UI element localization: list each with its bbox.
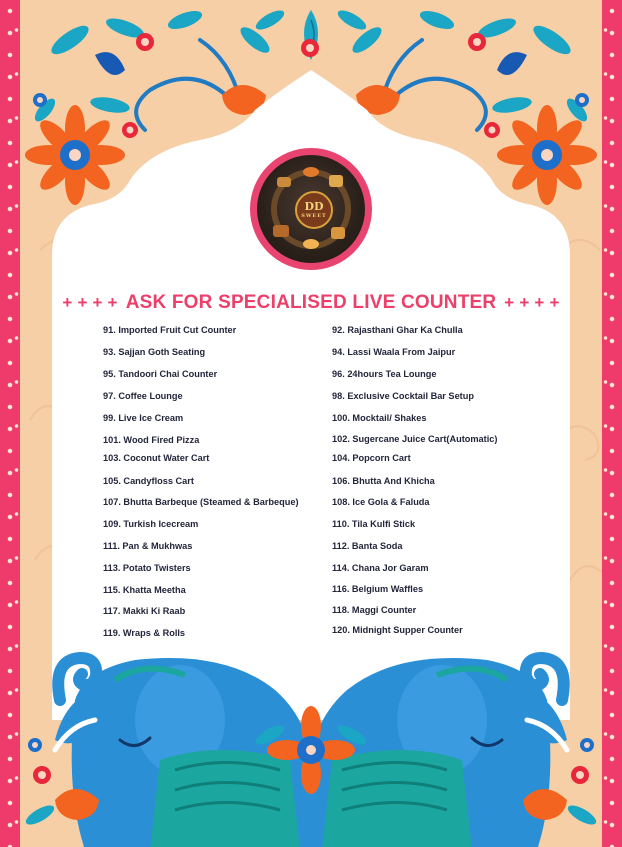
list-item: 99. Live Ice Cream xyxy=(103,413,184,423)
list-item: 103. Coconut Water Cart xyxy=(103,453,210,463)
list-item: 109. Turkish Icecream xyxy=(103,519,199,529)
list-item: 108. Ice Gola & Faluda xyxy=(332,497,430,507)
list-item: 118. Maggi Counter xyxy=(332,605,417,615)
right-border xyxy=(602,0,622,847)
list-item: 105. Candyfloss Cart xyxy=(103,476,194,486)
left-border xyxy=(0,0,20,847)
list-item: 101. Wood Fired Pizza xyxy=(103,435,200,445)
list-item: 91. Imported Fruit Cut Counter xyxy=(103,325,237,335)
list-item: 116. Belgium Waffles xyxy=(332,584,424,594)
list-item: 93. Sajjan Goth Seating xyxy=(103,347,206,357)
list-item: 104. Popcorn Cart xyxy=(332,453,411,463)
list-item: 114. Chana Jor Garam xyxy=(332,563,429,573)
heading-text: ASK FOR SPECIALISED LIVE COUNTER xyxy=(125,292,497,313)
logo-subtext: SWEET xyxy=(301,213,327,219)
list-item: 115. Khatta Meetha xyxy=(103,585,186,595)
list-item: 111. Pan & Mukhwas xyxy=(103,541,193,551)
list-item: 98. Exclusive Cocktail Bar Setup xyxy=(332,391,474,401)
list-item: 97. Coffee Lounge xyxy=(103,391,183,401)
list-item: 120. Midnight Supper Counter xyxy=(332,625,463,635)
list-item: 92. Rajasthani Ghar Ka Chulla xyxy=(332,325,463,335)
list-item: 94. Lassi Waala From Jaipur xyxy=(332,347,456,357)
logo-text: DD xyxy=(304,200,324,213)
sparkle-icon: + + + + xyxy=(62,293,118,312)
list-item: 102. Sugercane Juice Cart(Automatic) xyxy=(332,434,498,444)
list-item: 113. Potato Twisters xyxy=(103,563,191,573)
list-item: 96. 24hours Tea Lounge xyxy=(332,369,437,379)
list-item: 106. Bhutta And Khicha xyxy=(332,476,435,486)
list-item: 95. Tandoori Chai Counter xyxy=(103,369,218,379)
sparkle-icon: + + + + xyxy=(504,293,560,312)
list-item: 107. Bhutta Barbeque (Steamed & Barbeque) xyxy=(103,497,299,507)
list-item: 110. Tila Kulfi Stick xyxy=(332,519,416,529)
list-item: 117. Makki Ki Raab xyxy=(103,606,186,616)
list-item: 100. Mocktail/ Shakes xyxy=(332,413,427,423)
list-item: 119. Wraps & Rolls xyxy=(103,628,186,638)
list-item: 112. Banta Soda xyxy=(332,541,403,551)
